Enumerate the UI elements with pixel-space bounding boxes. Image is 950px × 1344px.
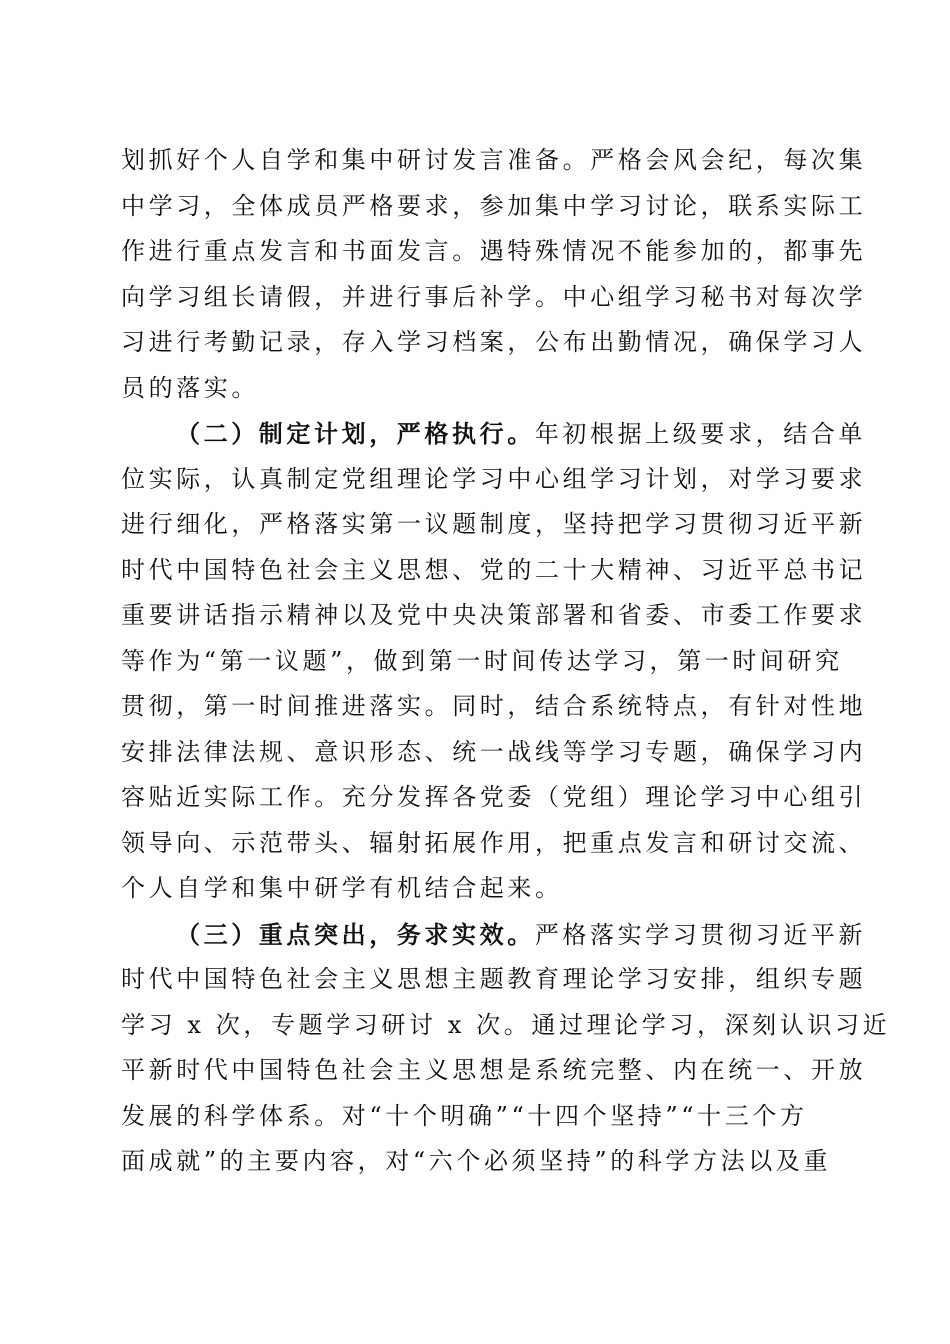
- paragraph-first-line: [121, 411, 867, 457]
- document-body: [121, 138, 891, 1185]
- paragraph-3: [121, 912, 891, 1185]
- text-line: 员的落实。: [121, 373, 259, 402]
- paragraph-first-line: [121, 912, 867, 958]
- text-line: 中学习，全体成员严格要求，参加集中学习讨论，联系实际工: [121, 191, 867, 220]
- text-line: 习进行考勤记录，存入学习档案，公布出勤情况，确保学习人: [121, 328, 867, 356]
- text-line: 进行细化，严格落实第一议题制度，坚持把学习贯彻习近平新: [121, 510, 867, 538]
- text-line: 划抓好个人自学和集中研讨发言准备。严格会风会纪，每次集: [121, 146, 867, 174]
- text-line: 向学习组长请假，并进行事后补学。中心组学习秘书对每次学: [121, 282, 867, 311]
- text-line: 个人自学和集中研学有机结合起来。: [121, 874, 563, 902]
- text-line: 作进行重点发言和书面发言。遇特殊情况不能参加的，都事先: [121, 237, 867, 265]
- text-line: 时代中国特色社会主义思想主题教育理论学习安排，组织专题: [121, 965, 867, 993]
- text-run: 年初根据上级要求，结合单: [534, 420, 867, 448]
- text-line: 领导向、示范带头、辐射拓展作用，把重点发言和研讨交流、: [121, 828, 867, 857]
- text-run: 严格落实学习贯彻习近平新: [534, 920, 867, 949]
- text-line: 时代中国特色社会主义思想、党的二十大精神、习近平总书记: [121, 555, 867, 584]
- text-line: 重要讲话指示精神以及党中央决策部署和省委、市委工作要求: [121, 601, 867, 629]
- text-line: 发展的科学体系。对“十个明确”“十四个坚持”“十三个方: [121, 1101, 808, 1130]
- text-line: 贯彻，第一时间推进落实。同时，结合系统特点，有针对性地: [121, 692, 867, 720]
- paragraph-1: [121, 138, 867, 411]
- paragraph-2: [121, 411, 867, 912]
- text-line: 平新时代中国特色社会主义思想是系统完整、内在统一、开放: [121, 1056, 867, 1084]
- text-line: 安排法律法规、意识形态、统一战线等学习专题，确保学习内: [121, 737, 867, 766]
- text-line: 容贴近实际工作。充分发挥各党委（党组）理论学习中心组引: [121, 783, 867, 811]
- section-heading: （二）制定计划，严格执行。: [176, 419, 535, 448]
- text-line: 等作为“第一议题”，做到第一时间传达学习，第一时间研究: [121, 646, 843, 675]
- text-line: 位实际，认真制定党组理论学习中心组学习计划，对学习要求: [121, 464, 867, 493]
- section-heading: （三）重点突出，务求实效。: [176, 919, 535, 949]
- text-line: 学习 x 次，专题学习研讨 x 次。通过理论学习，深刻认识习近: [121, 1010, 891, 1039]
- text-line: 面成就”的主要内容，对“六个必须坚持”的科学方法以及重: [121, 1147, 832, 1175]
